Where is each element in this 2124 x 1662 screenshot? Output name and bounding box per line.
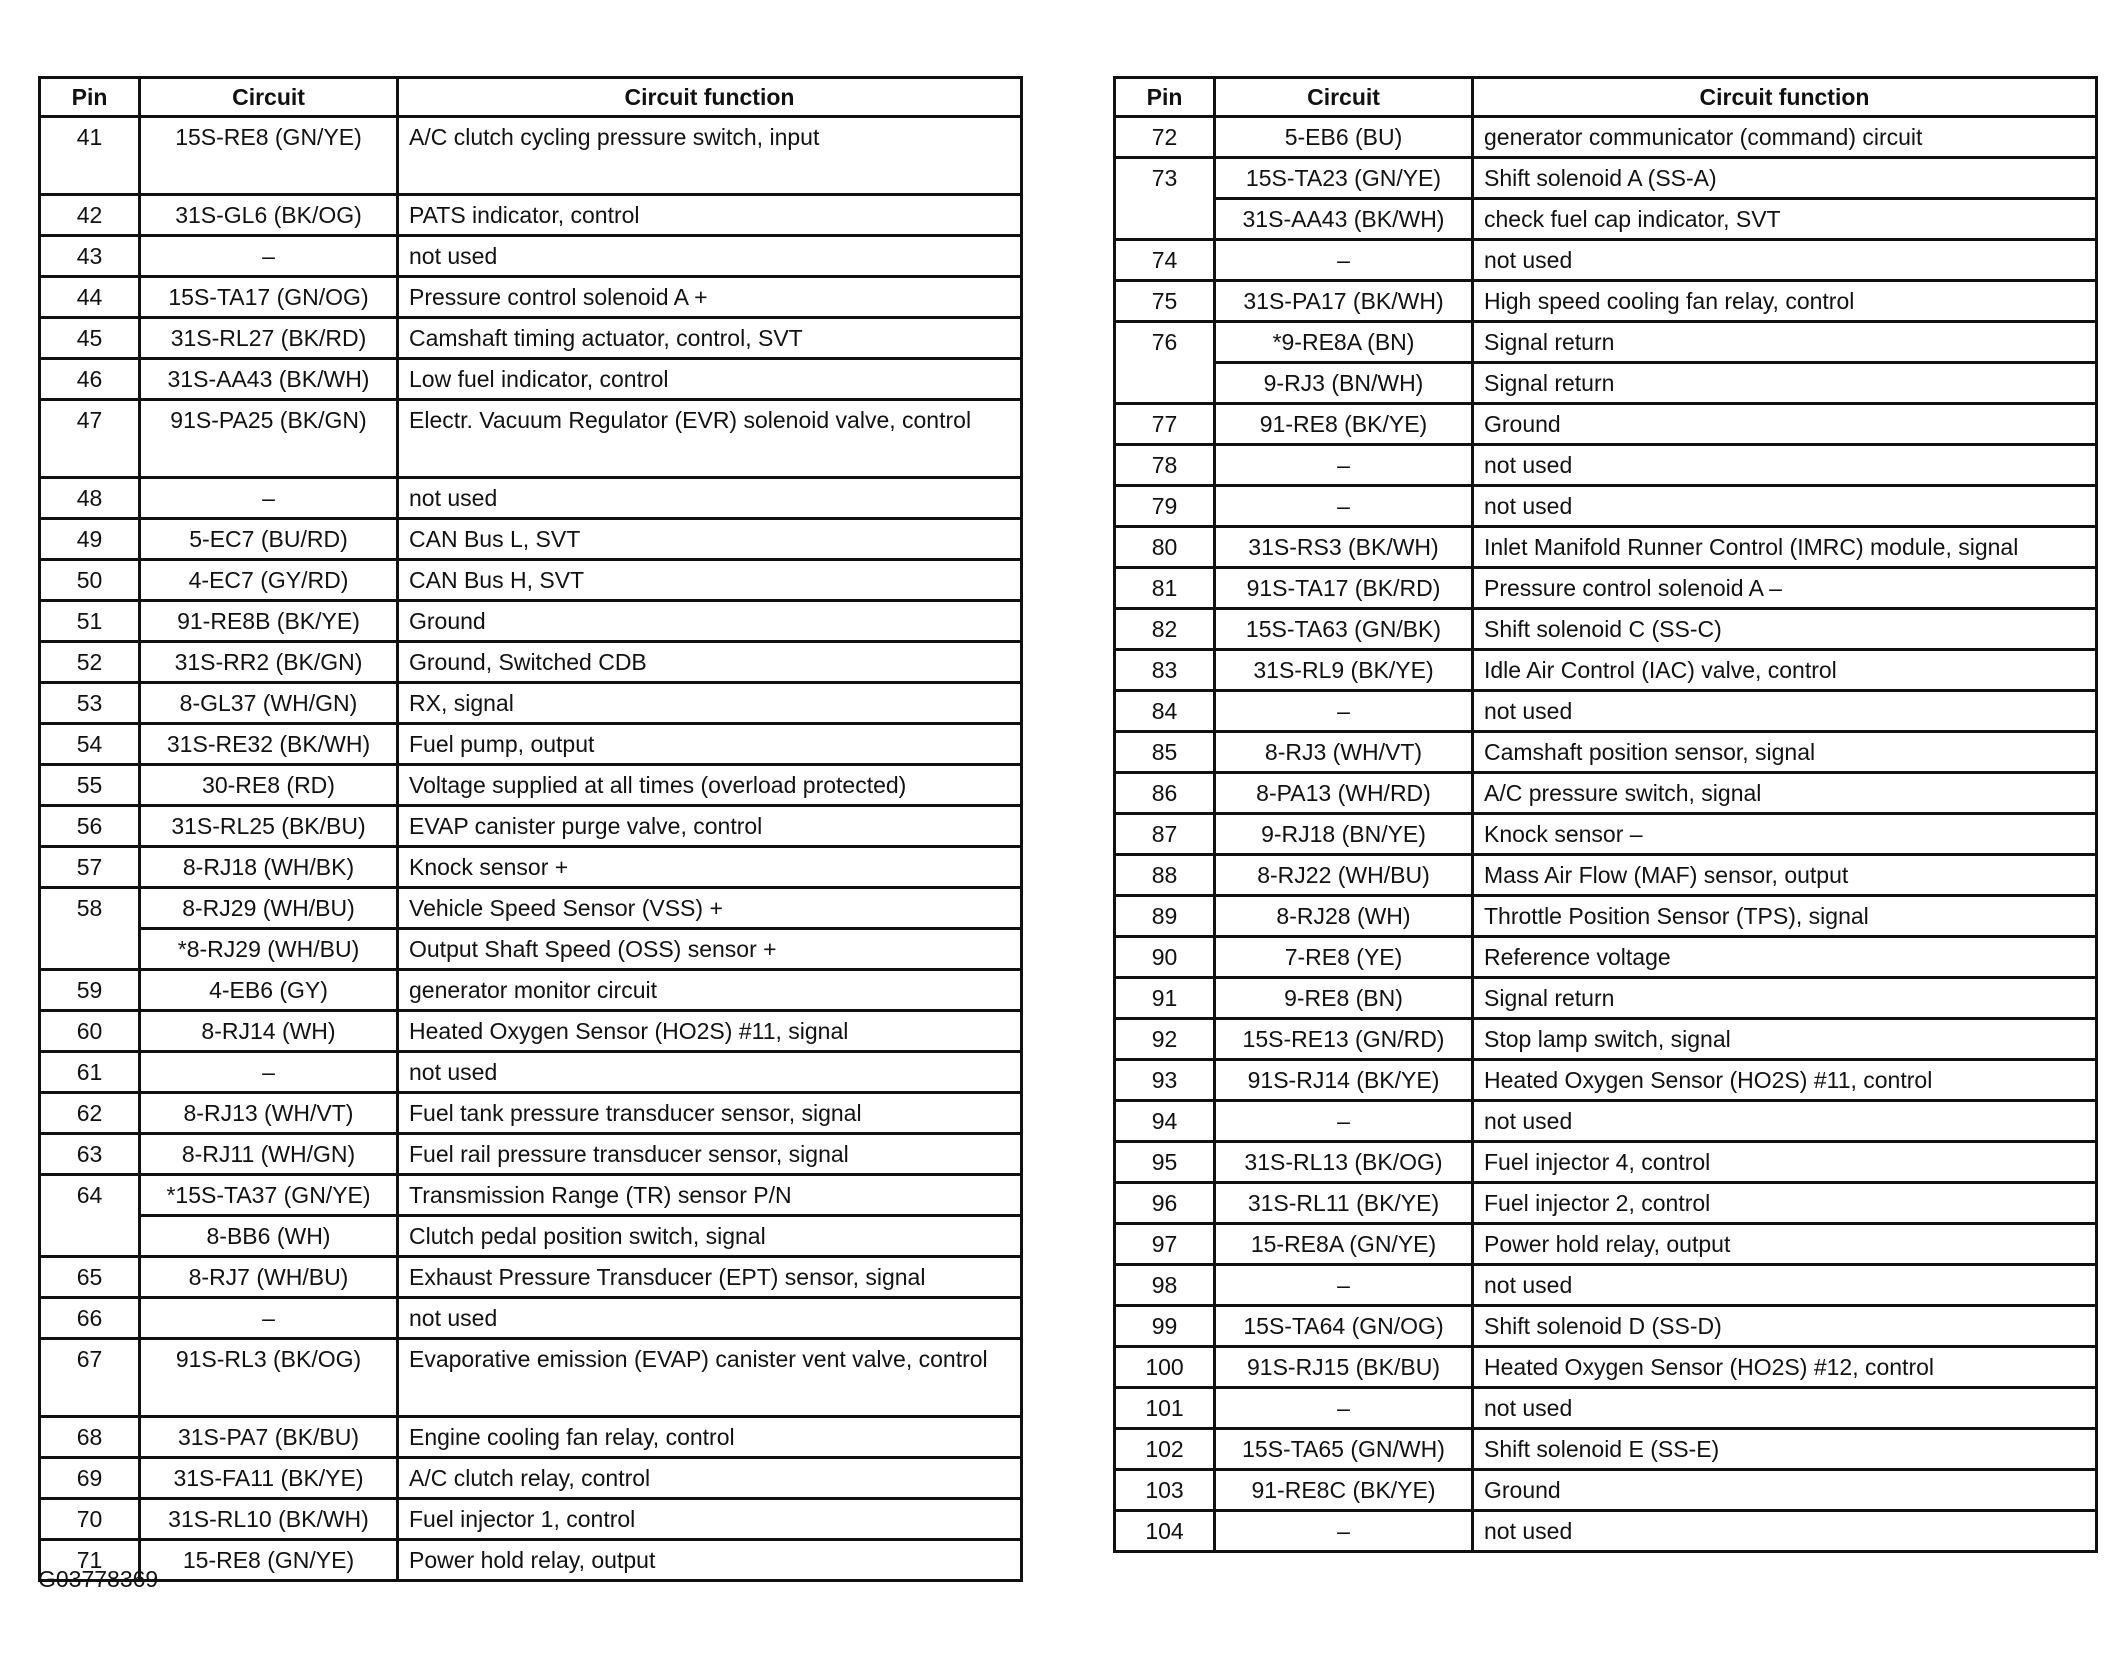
table-row	[1115, 855, 2097, 896]
table-row	[1115, 773, 2097, 814]
pin-cell: 92	[1115, 1019, 1215, 1060]
table-row	[1115, 814, 2097, 855]
function-cell: not used	[1473, 1511, 2097, 1552]
table-row	[1115, 937, 2097, 978]
function-cell: not used	[1473, 1265, 2097, 1306]
pin-cell: 96	[1115, 1183, 1215, 1224]
table-row	[1115, 1429, 2097, 1470]
circuit-cell: 9-RJ18 (BN/YE)	[1215, 814, 1473, 855]
pin-header: Pin	[40, 78, 140, 117]
table-row	[40, 642, 1022, 683]
pin-cell: 70	[40, 1499, 140, 1540]
function-cell: Transmission Range (TR) sensor P/N	[398, 1175, 1022, 1216]
pin-cell: 72	[1115, 117, 1215, 158]
figure-id: G03778369	[38, 1566, 159, 1592]
pin-cell: 41	[40, 117, 140, 195]
circuit-cell: 31S-RL11 (BK/YE)	[1215, 1183, 1473, 1224]
table-row	[1115, 1306, 2097, 1347]
circuit-cell: 91S-RJ14 (BK/YE)	[1215, 1060, 1473, 1101]
circuit-cell: 31S-PA7 (BK/BU)	[140, 1417, 398, 1458]
table-row	[1115, 363, 2097, 404]
circuit-cell: 91S-RL3 (BK/OG)	[140, 1339, 398, 1417]
function-cell: generator communicator (command) circuit	[1473, 117, 2097, 158]
pin-cell: 56	[40, 806, 140, 847]
pin-cell: 52	[40, 642, 140, 683]
table-row	[1115, 1388, 2097, 1429]
circuit-cell: –	[1215, 1265, 1473, 1306]
function-cell: Power hold relay, output	[1473, 1224, 2097, 1265]
function-cell: Camshaft position sensor, signal	[1473, 732, 2097, 773]
circuit-cell: 4-EB6 (GY)	[140, 970, 398, 1011]
function-cell: check fuel cap indicator, SVT	[1473, 199, 2097, 240]
pin-cell: 62	[40, 1093, 140, 1134]
function-cell: A/C clutch cycling pressure switch, input	[398, 117, 1022, 195]
function-cell: Engine cooling fan relay, control	[398, 1417, 1022, 1458]
table-row	[40, 236, 1022, 277]
function-cell: not used	[1473, 1388, 2097, 1429]
function-cell: Signal return	[1473, 363, 2097, 404]
pin-cell: 75	[1115, 281, 1215, 322]
circuit-cell: 31S-RL25 (BK/BU)	[140, 806, 398, 847]
function-cell: Fuel injector 4, control	[1473, 1142, 2097, 1183]
function-cell: Camshaft timing actuator, control, SVT	[398, 318, 1022, 359]
table-row	[1115, 117, 2097, 158]
table-row	[40, 560, 1022, 601]
circuit-cell: 9-RJ3 (BN/WH)	[1215, 363, 1473, 404]
table-row	[40, 929, 1022, 970]
function-cell: Knock sensor –	[1473, 814, 2097, 855]
table-row	[1115, 240, 2097, 281]
table-row	[1115, 486, 2097, 527]
table-row	[40, 847, 1022, 888]
function-cell: Ground	[398, 601, 1022, 642]
function-cell: Low fuel indicator, control	[398, 359, 1022, 400]
circuit-cell: 8-GL37 (WH/GN)	[140, 683, 398, 724]
table-row	[40, 318, 1022, 359]
circuit-cell: 91-RE8C (BK/YE)	[1215, 1470, 1473, 1511]
pin-cell: 84	[1115, 691, 1215, 732]
pin-cell: 68	[40, 1417, 140, 1458]
table-row	[40, 806, 1022, 847]
circuit-cell: –	[140, 478, 398, 519]
function-cell: High speed cooling fan relay, control	[1473, 281, 2097, 322]
circuit-cell: 31S-PA17 (BK/WH)	[1215, 281, 1473, 322]
circuit-cell: 15S-TA23 (GN/YE)	[1215, 158, 1473, 199]
function-cell: Signal return	[1473, 978, 2097, 1019]
pin-cell: 98	[1115, 1265, 1215, 1306]
function-cell: Throttle Position Sensor (TPS), signal	[1473, 896, 2097, 937]
table-row	[40, 1093, 1022, 1134]
pin-cell: 73	[1115, 158, 1215, 240]
circuit-cell: 15S-TA64 (GN/OG)	[1215, 1306, 1473, 1347]
pin-cell: 87	[1115, 814, 1215, 855]
function-cell: not used	[398, 478, 1022, 519]
pin-cell: 83	[1115, 650, 1215, 691]
function-cell: Heated Oxygen Sensor (HO2S) #12, control	[1473, 1347, 2097, 1388]
pin-cell: 60	[40, 1011, 140, 1052]
table-row	[40, 359, 1022, 400]
pin-cell: 81	[1115, 568, 1215, 609]
function-cell: EVAP canister purge valve, control	[398, 806, 1022, 847]
table-row	[40, 1011, 1022, 1052]
pin-cell: 44	[40, 277, 140, 318]
pin-cell: 77	[1115, 404, 1215, 445]
table-row	[1115, 1470, 2097, 1511]
circuit-cell: –	[140, 236, 398, 277]
circuit-cell: 8-RJ18 (WH/BK)	[140, 847, 398, 888]
pin-cell: 63	[40, 1134, 140, 1175]
function-cell: Ground	[1473, 404, 2097, 445]
pin-cell: 45	[40, 318, 140, 359]
circuit-cell: 31S-RL10 (BK/WH)	[140, 1499, 398, 1540]
table-row	[1115, 1183, 2097, 1224]
table-row	[40, 1175, 1022, 1216]
table-row	[40, 601, 1022, 642]
pin-cell: 102	[1115, 1429, 1215, 1470]
function-cell: not used	[1473, 1101, 2097, 1142]
function-cell: Heated Oxygen Sensor (HO2S) #11, control	[1473, 1060, 2097, 1101]
circuit-cell: 8-RJ29 (WH/BU)	[140, 888, 398, 929]
circuit-cell: 31S-RS3 (BK/WH)	[1215, 527, 1473, 568]
circuit-cell: 4-EC7 (GY/RD)	[140, 560, 398, 601]
pin-cell: 90	[1115, 937, 1215, 978]
circuit-cell: 91S-PA25 (BK/GN)	[140, 400, 398, 478]
function-cell: Stop lamp switch, signal	[1473, 1019, 2097, 1060]
function-cell: not used	[398, 1052, 1022, 1093]
circuit-cell: 31S-FA11 (BK/YE)	[140, 1458, 398, 1499]
function-cell: Reference voltage	[1473, 937, 2097, 978]
function-cell: not used	[398, 1298, 1022, 1339]
function-cell: PATS indicator, control	[398, 195, 1022, 236]
pin-cell: 86	[1115, 773, 1215, 814]
function-cell: Fuel tank pressure transducer sensor, signal	[398, 1093, 1022, 1134]
circuit-cell: 30-RE8 (RD)	[140, 765, 398, 806]
table-row	[40, 117, 1022, 195]
pin-cell: 94	[1115, 1101, 1215, 1142]
table-row	[1115, 1511, 2097, 1552]
pin-cell: 42	[40, 195, 140, 236]
function-cell: A/C clutch relay, control	[398, 1458, 1022, 1499]
circuit-cell: 31S-RL9 (BK/YE)	[1215, 650, 1473, 691]
pin-cell: 61	[40, 1052, 140, 1093]
pin-table-right	[1113, 76, 2098, 1553]
circuit-cell: –	[1215, 486, 1473, 527]
circuit-cell: 31S-RE32 (BK/WH)	[140, 724, 398, 765]
function-cell: Evaporative emission (EVAP) canister vent valve, control	[398, 1339, 1022, 1417]
table-row	[40, 1499, 1022, 1540]
pin-cell: 49	[40, 519, 140, 560]
table-row	[40, 1257, 1022, 1298]
pin-cell: 80	[1115, 527, 1215, 568]
pin-cell: 78	[1115, 445, 1215, 486]
circuit-cell: 31S-AA43 (BK/WH)	[1215, 199, 1473, 240]
pin-cell: 85	[1115, 732, 1215, 773]
pin-cell: 43	[40, 236, 140, 277]
circuit-cell: 8-RJ22 (WH/BU)	[1215, 855, 1473, 896]
table-row	[40, 1052, 1022, 1093]
function-cell: not used	[1473, 691, 2097, 732]
table-row	[1115, 445, 2097, 486]
pin-cell: 48	[40, 478, 140, 519]
pin-cell: 71	[40, 1540, 140, 1581]
function-cell: Power hold relay, output	[398, 1540, 1022, 1581]
table-row	[1115, 1019, 2097, 1060]
function-cell: Fuel rail pressure transducer sensor, signal	[398, 1134, 1022, 1175]
pin-cell: 50	[40, 560, 140, 601]
table-row	[40, 888, 1022, 929]
function-cell: Pressure control solenoid A +	[398, 277, 1022, 318]
function-cell: Signal return	[1473, 322, 2097, 363]
function-cell: not used	[1473, 445, 2097, 486]
table-row	[1115, 158, 2097, 199]
pin-cell: 54	[40, 724, 140, 765]
circuit-cell: 15S-TA65 (GN/WH)	[1215, 1429, 1473, 1470]
circuit-cell: 31S-RL27 (BK/RD)	[140, 318, 398, 359]
circuit-cell: 8-RJ11 (WH/GN)	[140, 1134, 398, 1175]
table-row	[1115, 978, 2097, 1019]
pin-cell: 65	[40, 1257, 140, 1298]
function-cell: CAN Bus L, SVT	[398, 519, 1022, 560]
pin-cell: 104	[1115, 1511, 1215, 1552]
circuit-cell: *9-RE8A (BN)	[1215, 322, 1473, 363]
function-cell: Shift solenoid D (SS-D)	[1473, 1306, 2097, 1347]
table-row	[1115, 1224, 2097, 1265]
pin-cell: 89	[1115, 896, 1215, 937]
pin-cell: 55	[40, 765, 140, 806]
circuit-cell: –	[1215, 1101, 1473, 1142]
table-row	[40, 724, 1022, 765]
table-row	[1115, 732, 2097, 773]
table-row	[40, 1134, 1022, 1175]
pin-cell: 88	[1115, 855, 1215, 896]
circuit-cell: –	[1215, 1388, 1473, 1429]
circuit-cell: 15-RE8 (GN/YE)	[140, 1540, 398, 1581]
table-row	[1115, 1142, 2097, 1183]
circuit-cell: 8-RJ14 (WH)	[140, 1011, 398, 1052]
circuit-cell: 15S-TA17 (GN/OG)	[140, 277, 398, 318]
table-row	[1115, 1101, 2097, 1142]
pin-cell: 97	[1115, 1224, 1215, 1265]
function-cell: Shift solenoid E (SS-E)	[1473, 1429, 2097, 1470]
pin-cell: 59	[40, 970, 140, 1011]
circuit-cell: 15S-TA63 (GN/BK)	[1215, 609, 1473, 650]
function-cell: Shift solenoid A (SS-A)	[1473, 158, 2097, 199]
pin-cell: 53	[40, 683, 140, 724]
circuit-cell: 8-RJ7 (WH/BU)	[140, 1257, 398, 1298]
pin-cell: 69	[40, 1458, 140, 1499]
circuit-cell: 91-RE8B (BK/YE)	[140, 601, 398, 642]
table-row	[1115, 568, 2097, 609]
circuit-cell: 5-EB6 (BU)	[1215, 117, 1473, 158]
circuit-cell: 8-RJ13 (WH/VT)	[140, 1093, 398, 1134]
pin-cell: 57	[40, 847, 140, 888]
circuit-cell: 9-RE8 (BN)	[1215, 978, 1473, 1019]
circuit-cell: –	[1215, 691, 1473, 732]
pin-cell: 82	[1115, 609, 1215, 650]
function-cell: Clutch pedal position switch, signal	[398, 1216, 1022, 1257]
table-row	[1115, 199, 2097, 240]
table-row	[1115, 650, 2097, 691]
function-cell: not used	[1473, 486, 2097, 527]
circuit-cell: 15S-RE13 (GN/RD)	[1215, 1019, 1473, 1060]
circuit-cell: 5-EC7 (BU/RD)	[140, 519, 398, 560]
table-row	[40, 1216, 1022, 1257]
function-cell: Ground, Switched CDB	[398, 642, 1022, 683]
table-header-row	[40, 78, 1022, 117]
pin-cell: 58	[40, 888, 140, 970]
function-cell: Idle Air Control (IAC) valve, control	[1473, 650, 2097, 691]
pin-cell: 100	[1115, 1347, 1215, 1388]
circuit-cell: 15-RE8A (GN/YE)	[1215, 1224, 1473, 1265]
function-cell: generator monitor circuit	[398, 970, 1022, 1011]
function-cell: RX, signal	[398, 683, 1022, 724]
pin-header: Pin	[1115, 78, 1215, 117]
pin-cell: 93	[1115, 1060, 1215, 1101]
table-row	[1115, 896, 2097, 937]
function-cell: Fuel pump, output	[398, 724, 1022, 765]
table-header-row	[1115, 78, 2097, 117]
function-cell: Electr. Vacuum Regulator (EVR) solenoid valve, control	[398, 400, 1022, 478]
table-row	[40, 400, 1022, 478]
table-row	[1115, 1060, 2097, 1101]
pin-cell: 101	[1115, 1388, 1215, 1429]
function-cell: A/C pressure switch, signal	[1473, 773, 2097, 814]
circuit-cell: –	[140, 1052, 398, 1093]
pin-cell: 67	[40, 1339, 140, 1417]
circuit-cell: 31S-RR2 (BK/GN)	[140, 642, 398, 683]
pin-cell: 46	[40, 359, 140, 400]
table-row	[1115, 609, 2097, 650]
circuit-header: Circuit	[140, 78, 398, 117]
table-row	[40, 519, 1022, 560]
table-row	[40, 970, 1022, 1011]
table-row	[40, 1339, 1022, 1417]
circuit-cell: 31S-AA43 (BK/WH)	[140, 359, 398, 400]
table-row	[40, 195, 1022, 236]
function-cell: Fuel injector 2, control	[1473, 1183, 2097, 1224]
circuit-cell: 91S-TA17 (BK/RD)	[1215, 568, 1473, 609]
function-cell: Inlet Manifold Runner Control (IMRC) module, signal	[1473, 527, 2097, 568]
table-row	[40, 1540, 1022, 1581]
circuit-cell: –	[1215, 445, 1473, 486]
function-header: Circuit function	[1473, 78, 2097, 117]
pin-cell: 95	[1115, 1142, 1215, 1183]
pin-table-left	[38, 76, 1023, 1582]
function-cell: Voltage supplied at all times (overload protected)	[398, 765, 1022, 806]
function-cell: Output Shaft Speed (OSS) sensor +	[398, 929, 1022, 970]
function-cell: Vehicle Speed Sensor (VSS) +	[398, 888, 1022, 929]
pin-cell: 64	[40, 1175, 140, 1257]
function-cell: CAN Bus H, SVT	[398, 560, 1022, 601]
circuit-cell: 7-RE8 (YE)	[1215, 937, 1473, 978]
circuit-cell: 91-RE8 (BK/YE)	[1215, 404, 1473, 445]
pin-cell: 103	[1115, 1470, 1215, 1511]
function-cell: Knock sensor +	[398, 847, 1022, 888]
circuit-cell: 8-PA13 (WH/RD)	[1215, 773, 1473, 814]
pin-cell: 51	[40, 601, 140, 642]
circuit-cell: –	[1215, 1511, 1473, 1552]
circuit-cell: –	[1215, 240, 1473, 281]
pin-cell: 66	[40, 1298, 140, 1339]
circuit-cell: 8-RJ3 (WH/VT)	[1215, 732, 1473, 773]
pin-cell: 74	[1115, 240, 1215, 281]
pin-cell: 99	[1115, 1306, 1215, 1347]
function-cell: Heated Oxygen Sensor (HO2S) #11, signal	[398, 1011, 1022, 1052]
circuit-header: Circuit	[1215, 78, 1473, 117]
table-row	[1115, 1347, 2097, 1388]
circuit-cell: 31S-RL13 (BK/OG)	[1215, 1142, 1473, 1183]
table-row	[40, 478, 1022, 519]
function-cell: Ground	[1473, 1470, 2097, 1511]
pin-cell: 76	[1115, 322, 1215, 404]
circuit-cell: *15S-TA37 (GN/YE)	[140, 1175, 398, 1216]
pin-cell: 91	[1115, 978, 1215, 1019]
function-cell: Mass Air Flow (MAF) sensor, output	[1473, 855, 2097, 896]
circuit-cell: 15S-RE8 (GN/YE)	[140, 117, 398, 195]
table-row	[1115, 404, 2097, 445]
table-row	[1115, 281, 2097, 322]
circuit-cell: 91S-RJ15 (BK/BU)	[1215, 1347, 1473, 1388]
table-row	[1115, 527, 2097, 568]
table-row	[40, 1458, 1022, 1499]
table-row	[40, 1298, 1022, 1339]
pin-cell: 47	[40, 400, 140, 478]
table-row	[40, 683, 1022, 724]
table-row	[40, 277, 1022, 318]
function-cell: Shift solenoid C (SS-C)	[1473, 609, 2097, 650]
function-header: Circuit function	[398, 78, 1022, 117]
circuit-cell: 31S-GL6 (BK/OG)	[140, 195, 398, 236]
table-row	[1115, 1265, 2097, 1306]
function-cell: Pressure control solenoid A –	[1473, 568, 2097, 609]
pin-cell: 79	[1115, 486, 1215, 527]
table-row	[40, 1417, 1022, 1458]
circuit-cell: –	[140, 1298, 398, 1339]
circuit-cell: 8-RJ28 (WH)	[1215, 896, 1473, 937]
circuit-cell: 8-BB6 (WH)	[140, 1216, 398, 1257]
function-cell: Fuel injector 1, control	[398, 1499, 1022, 1540]
circuit-cell: *8-RJ29 (WH/BU)	[140, 929, 398, 970]
table-row	[1115, 691, 2097, 732]
function-cell: not used	[398, 236, 1022, 277]
table-row	[40, 765, 1022, 806]
function-cell: Exhaust Pressure Transducer (EPT) sensor, signal	[398, 1257, 1022, 1298]
function-cell: not used	[1473, 240, 2097, 281]
table-row	[1115, 322, 2097, 363]
